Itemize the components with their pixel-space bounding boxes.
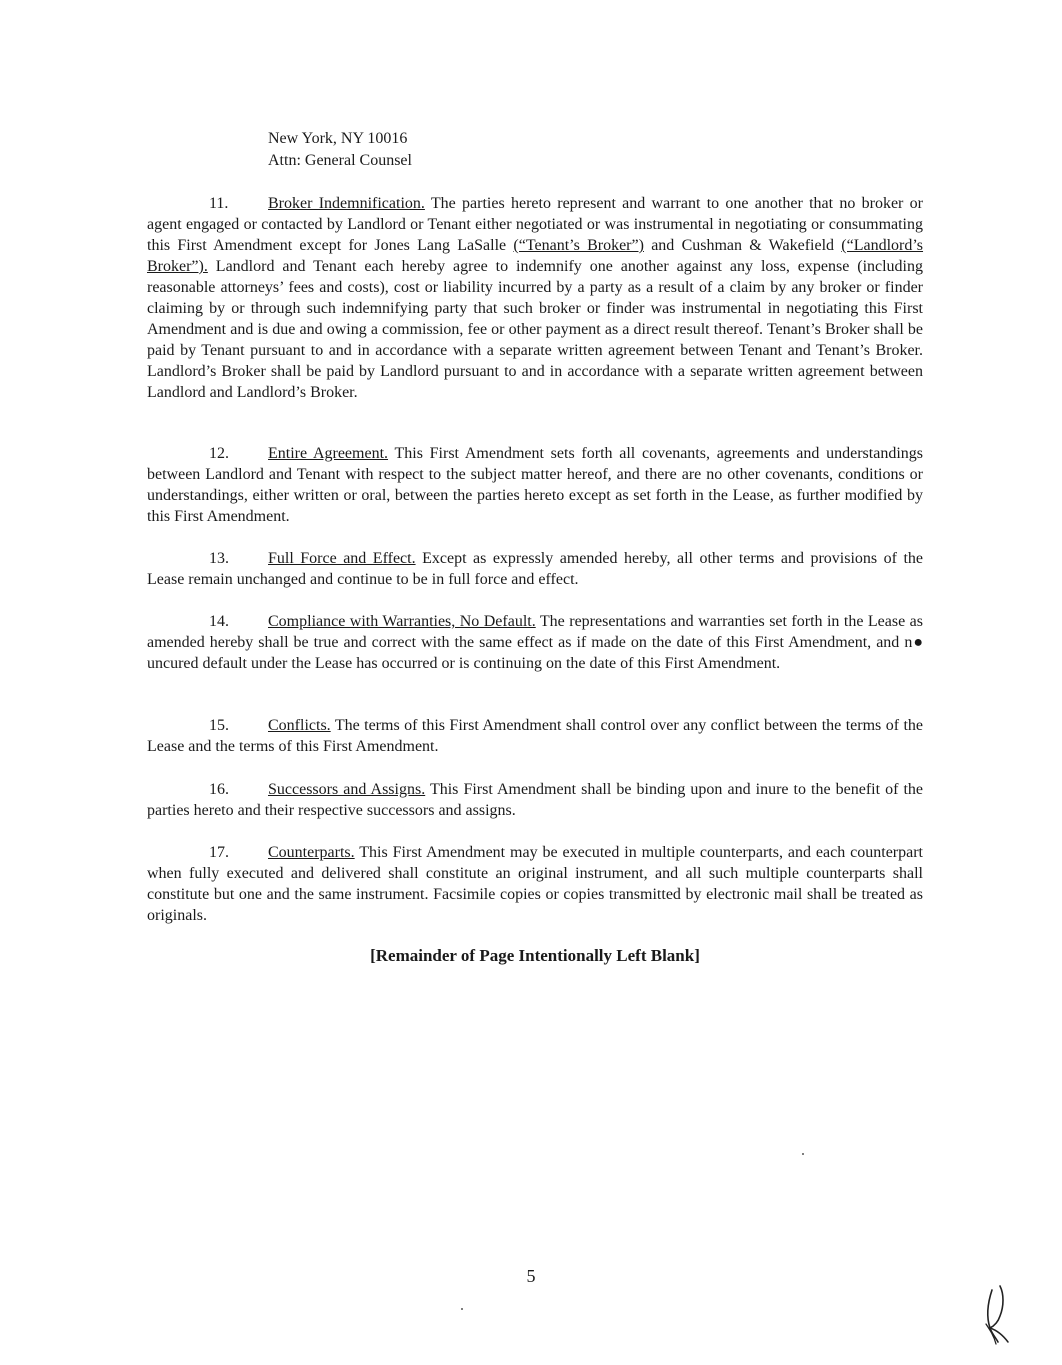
section-16 [147,779,923,821]
section-number: 12. [209,445,229,462]
page-number: 5 [526,1266,536,1286]
handwritten-initials-icon [978,1284,1014,1346]
scan-speck [461,1308,463,1310]
section-number: 11. [209,195,229,212]
scan-speck [802,1153,804,1155]
section-body: The terms of this First Amendment shall control over any conflict between the terms of the Lease and the terms of this First Amendment. [147,717,923,755]
remainder-note: [Remainder of Page Intentionally Left Blank] [370,946,700,965]
section-body: This First Amendment may be executed in multiple counterparts, and each counterpart when fully executed and delivered shall constitute an original instrument, and all such multiple counterparts shall constitute but one and the same instrument. Facsimile copies or copies transmitted by electronic mail shall be treated as originals. [147,844,923,924]
section-heading: Successors and Assigns. [268,781,426,798]
section-body: The representations and warranties set forth in the Lease as amended hereby shall be true and correct with the same effect as if made on the date of this First Amendment, and n● uncured default under the Lease has occurred or is continuing on the date of this First Amendment. [147,613,923,672]
section-heading: Entire Agreement. [268,445,389,462]
section-12 [147,443,923,527]
section-body: and Cushman & Wakefield [643,237,842,254]
address-line-1: New York, NY 10016 [268,130,408,147]
section-heading: Broker Indemnification. [268,195,425,212]
section-13 [147,548,923,590]
address-line-2: Attn: General Counsel [268,152,412,169]
section-heading: Conflicts. [268,717,331,734]
section-number: 13. [209,550,229,567]
section-body: Landlord and Tenant each hereby agree to indemnify one another against any loss, expense (including reasonable attorneys’ fees and costs), cost or liability incurred by a party as a result of a claim by any broker or finder claiming by or through such indemnifying party that such broker or finder was instrumental in negotiating this First Amendment and is due and owing a commission, fee or other payment as a direct result thereof. Tenant’s Broker shall be paid by Tenant pursuant to and in accordance with a separate written agreement between Tenant and Tenant’s Broker. Landlord’s Broker shall be paid by Landlord pursuant to and in accordance with a separate written agreement between Landlord and Landlord’s Broker. [147,258,923,401]
landlords-broker-defined-term: (“Landlord’s Broker”). [147,237,924,275]
section-15 [147,715,923,757]
section-body: The parties hereto represent and warrant to one another that no broker or agent engaged or contacted by Landlord or Tenant either negotiated or was instrumental in negotiating or consummating this First Amendment except for Jones Lang LaSalle [147,195,923,254]
section-number: 16. [209,781,229,798]
section-number: 14. [209,613,229,630]
section-heading: Compliance with Warranties, No Default. [268,613,536,630]
section-heading: Counterparts. [268,844,355,861]
section-14 [147,611,923,674]
section-heading: Full Force and Effect. [268,550,416,567]
section-body: This First Amendment sets forth all covenants, agreements and understandings between Landlord and Tenant with respect to the subject matter hereof, and there are no other covenants, conditions or understandings, either written or oral, between the parties hereto except as set forth in the Lease, as further modified by this First Amendment. [147,445,923,525]
section-17 [147,842,923,926]
section-number: 15. [209,717,229,734]
section-11 [147,193,923,403]
notice-address [268,128,412,172]
section-number: 17. [209,844,229,861]
section-body: This First Amendment shall be binding upon and inure to the benefit of the parties hereto and their respective successors and assigns. [147,781,924,819]
section-body: Except as expressly amended hereby, all other terms and provisions of the Lease remain unchanged and continue to be in full force and effect. [147,550,924,588]
tenants-broker-defined-term: (“Tenant’s Broker”) [513,237,644,254]
